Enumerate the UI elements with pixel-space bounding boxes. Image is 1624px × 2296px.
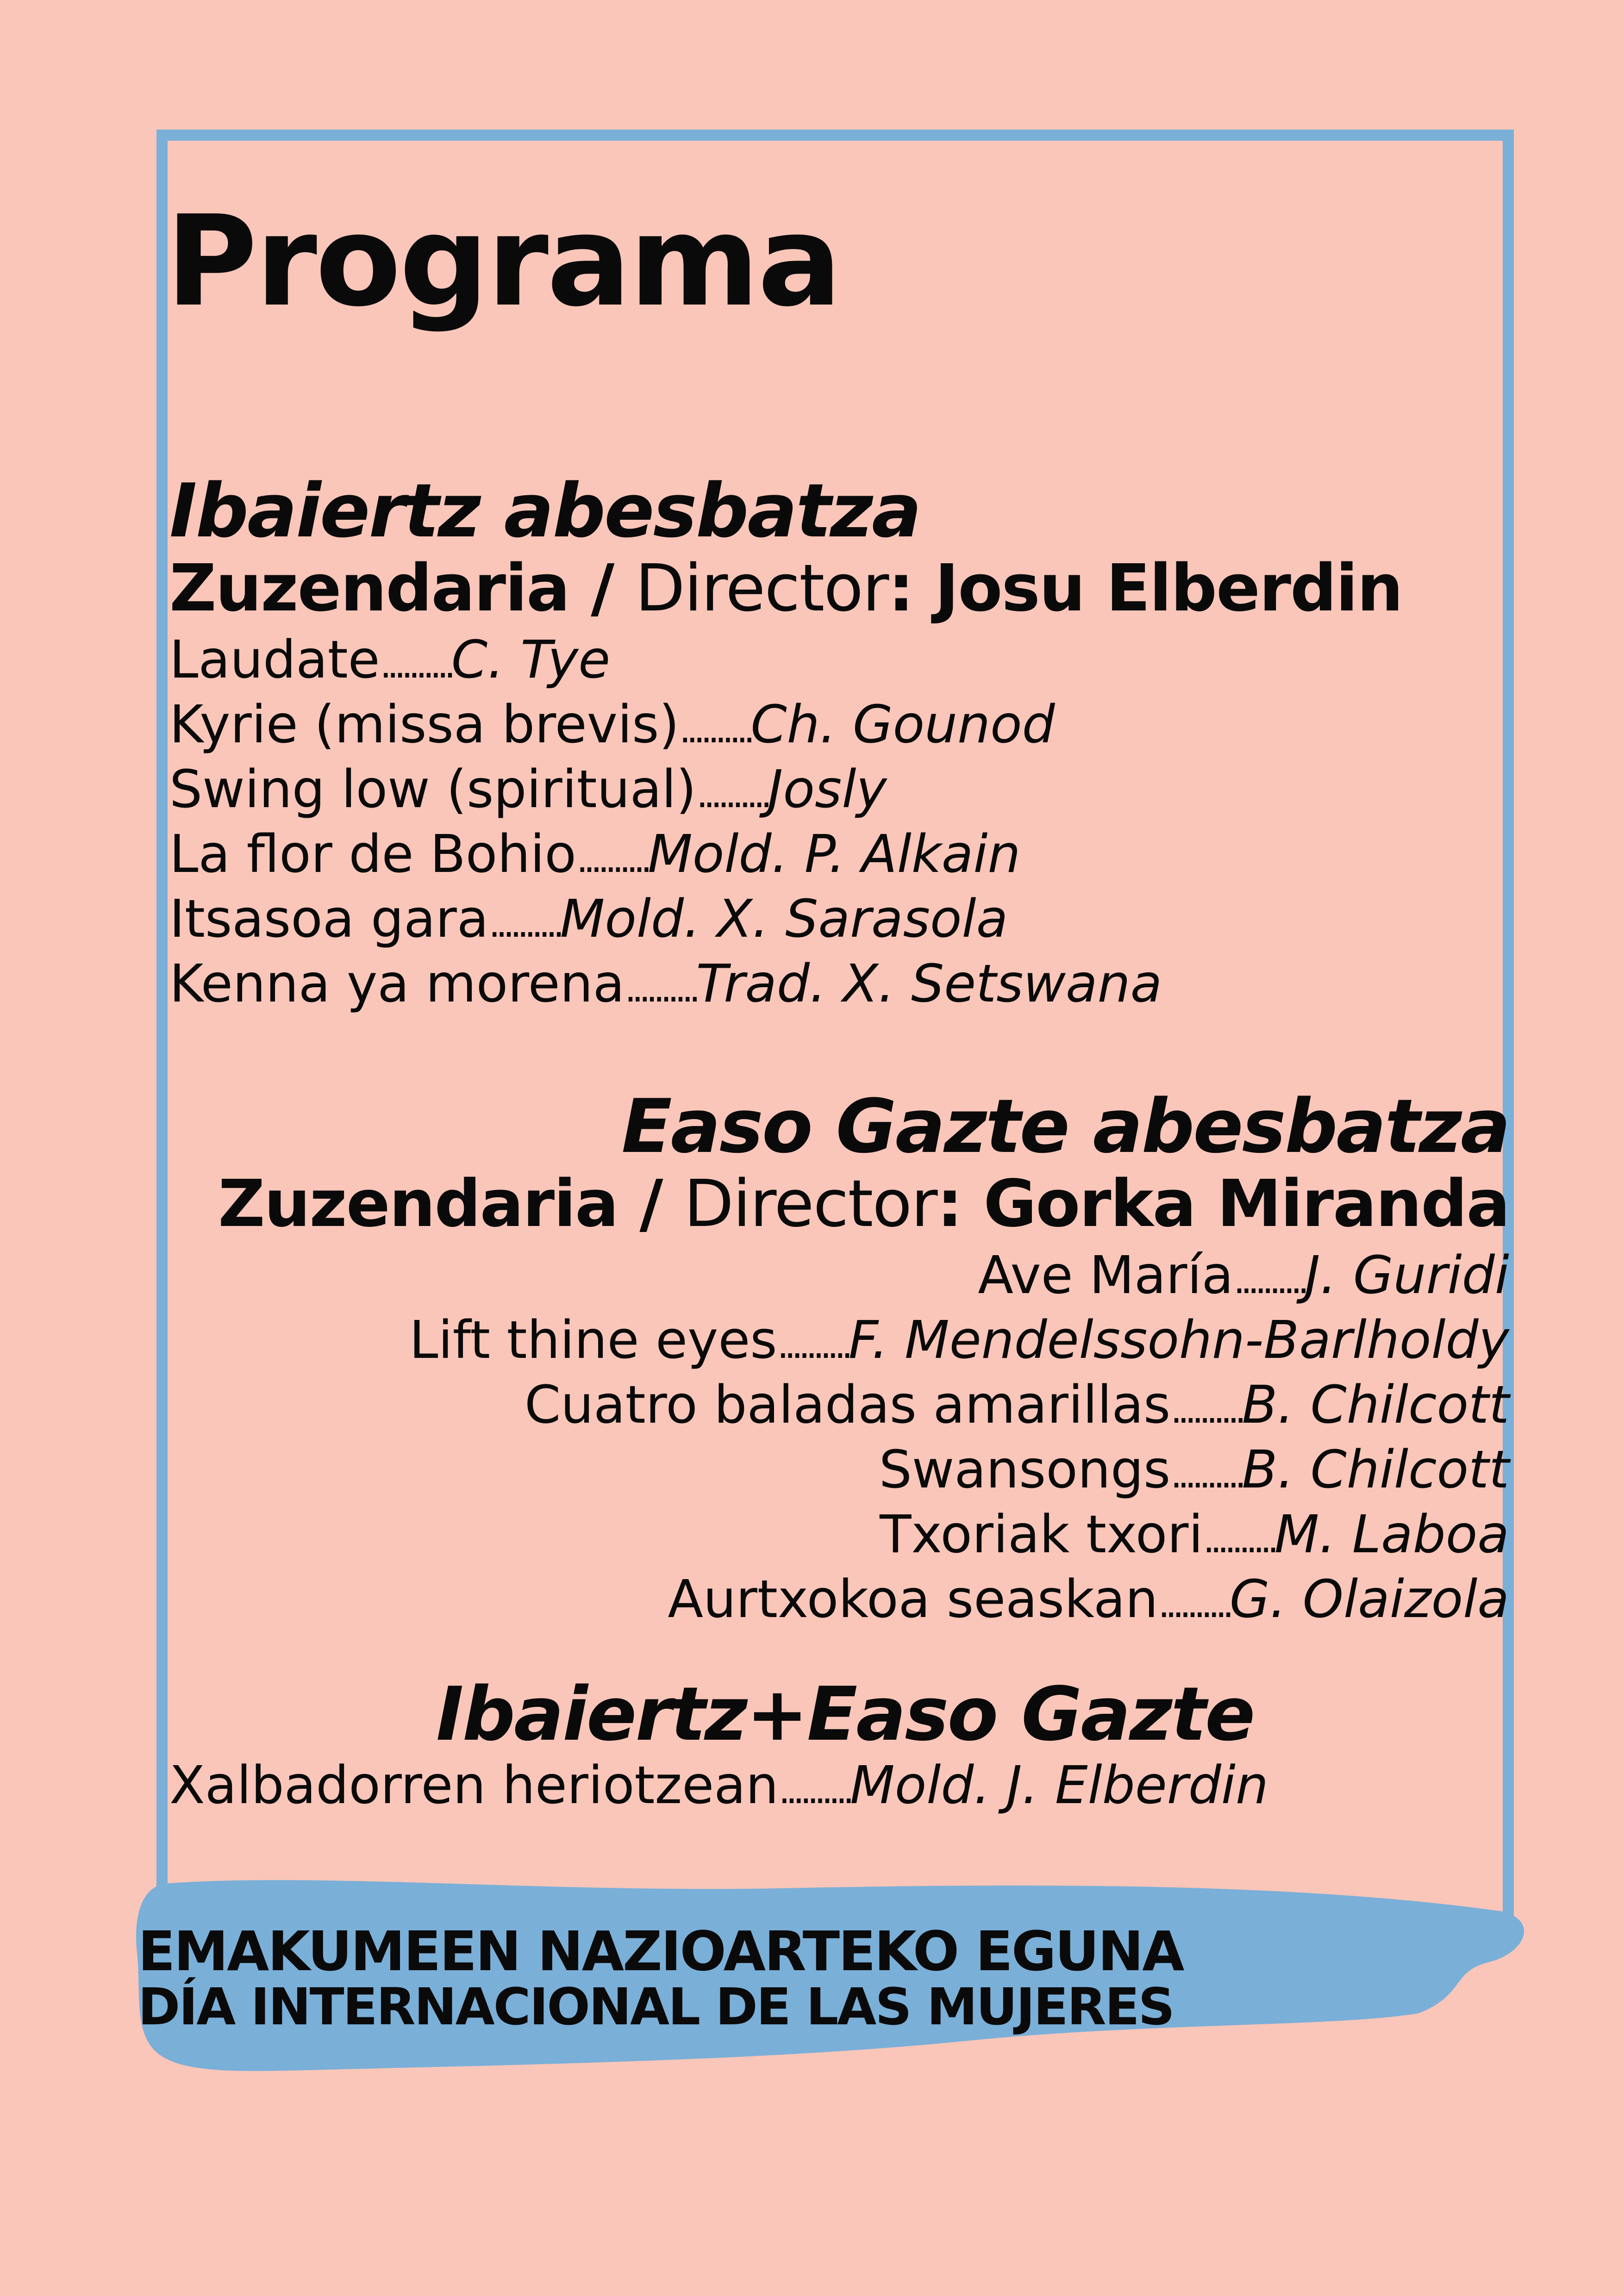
piece-item (218, 1243, 1509, 1308)
piece-item (169, 887, 1402, 952)
director-label: Director (684, 1166, 937, 1242)
piece-title: Aurtxokoa seaskan (668, 1569, 1158, 1630)
piece-title: Swansongs (879, 1440, 1171, 1500)
dot-leader: .......... (380, 643, 451, 686)
piece-composer: B. Chilcott (1242, 1440, 1509, 1500)
section-combined (169, 1671, 1269, 1818)
dot-leader: .......... (1158, 1583, 1230, 1626)
piece-composer: C. Tye (451, 630, 611, 690)
piece-item (169, 757, 1402, 822)
piece-composer: Trad. X. Setswana (696, 954, 1162, 1014)
dot-leader: .......... (778, 1769, 850, 1812)
piece-item (218, 1437, 1509, 1502)
piece-composer: M. Laboa (1274, 1505, 1509, 1565)
piece-list (218, 1243, 1509, 1632)
piece-composer: Josly (768, 759, 887, 820)
piece-title: La flor de Bohio (169, 824, 576, 884)
choir-name: Ibaiertz+Easo Gazte (436, 1671, 1254, 1757)
dot-leader: .......... (696, 773, 768, 816)
piece-composer: J. Guridi (1305, 1245, 1509, 1306)
choir-name: Easo Gazte abesbatza (621, 1083, 1509, 1170)
piece-item (218, 1308, 1509, 1373)
section-easo-gazte (218, 1083, 1509, 1632)
piece-item (169, 1753, 1268, 1818)
banner-line-spanish: DÍA INTERNACIONAL DE LAS MUJERES (138, 1977, 1174, 2036)
piece-title: Txoriak txori (880, 1505, 1203, 1565)
dot-leader: .......... (777, 1324, 849, 1367)
section-ibaiertz (169, 467, 1402, 1016)
piece-title: Itsasoa gara (169, 889, 489, 949)
director-label: Director (635, 551, 888, 626)
banner-line-basque: EMAKUMEEN NAZIOARTEKO EGUNA (138, 1919, 1183, 1983)
piece-title: Ave María (978, 1245, 1234, 1306)
piece-item (218, 1567, 1509, 1632)
director-line (218, 1165, 1509, 1243)
director-line (169, 550, 1402, 628)
piece-title: Lift thine eyes (409, 1310, 777, 1370)
piece-title: Laudate (169, 630, 380, 690)
piece-composer: Mold. X. Sarasola (560, 889, 1008, 949)
choir-name: Ibaiertz abesbatza (169, 467, 920, 554)
piece-item (169, 822, 1402, 887)
dot-leader: .......... (1233, 1259, 1305, 1302)
director-name: : Josu Elberdin (888, 551, 1402, 626)
dot-leader: .......... (1170, 1453, 1242, 1496)
piece-item (169, 628, 1402, 692)
piece-list (169, 1753, 1268, 1818)
dot-leader: .......... (679, 708, 751, 751)
piece-composer: B. Chilcott (1242, 1375, 1509, 1435)
piece-list (169, 628, 1402, 1016)
piece-item (169, 952, 1402, 1016)
piece-item (218, 1502, 1509, 1567)
director-prefix: Zuzendaria / (218, 1166, 684, 1242)
director-name: : Gorka Miranda (937, 1166, 1509, 1242)
piece-composer: Mold. J. Elberdin (850, 1755, 1269, 1816)
dot-leader: .......... (1203, 1518, 1274, 1561)
piece-title: Kyrie (missa brevis) (169, 695, 680, 755)
decorative-frame (156, 130, 1514, 1939)
page-title: Programa (166, 188, 840, 334)
dot-leader: .......... (1170, 1388, 1242, 1431)
piece-item (169, 692, 1402, 757)
piece-composer: F. Mendelssohn-Barlholdy (848, 1310, 1509, 1370)
dot-leader: .......... (488, 902, 560, 946)
piece-title: Cuatro baladas amarillas (524, 1375, 1171, 1435)
piece-title: Kenna ya morena (169, 954, 625, 1014)
banner-text (138, 1919, 1183, 2036)
piece-item (218, 1373, 1509, 1437)
director-prefix: Zuzendaria / (169, 551, 636, 626)
piece-composer: G. Olaizola (1229, 1569, 1509, 1630)
dot-leader: .......... (576, 838, 648, 881)
piece-title: Xalbadorren heriotzean (169, 1755, 779, 1816)
piece-composer: Mold. P. Alkain (648, 824, 1021, 884)
dot-leader: .......... (625, 967, 696, 1010)
piece-title: Swing low (spiritual) (169, 759, 697, 820)
piece-composer: Ch. Gounod (750, 695, 1055, 755)
